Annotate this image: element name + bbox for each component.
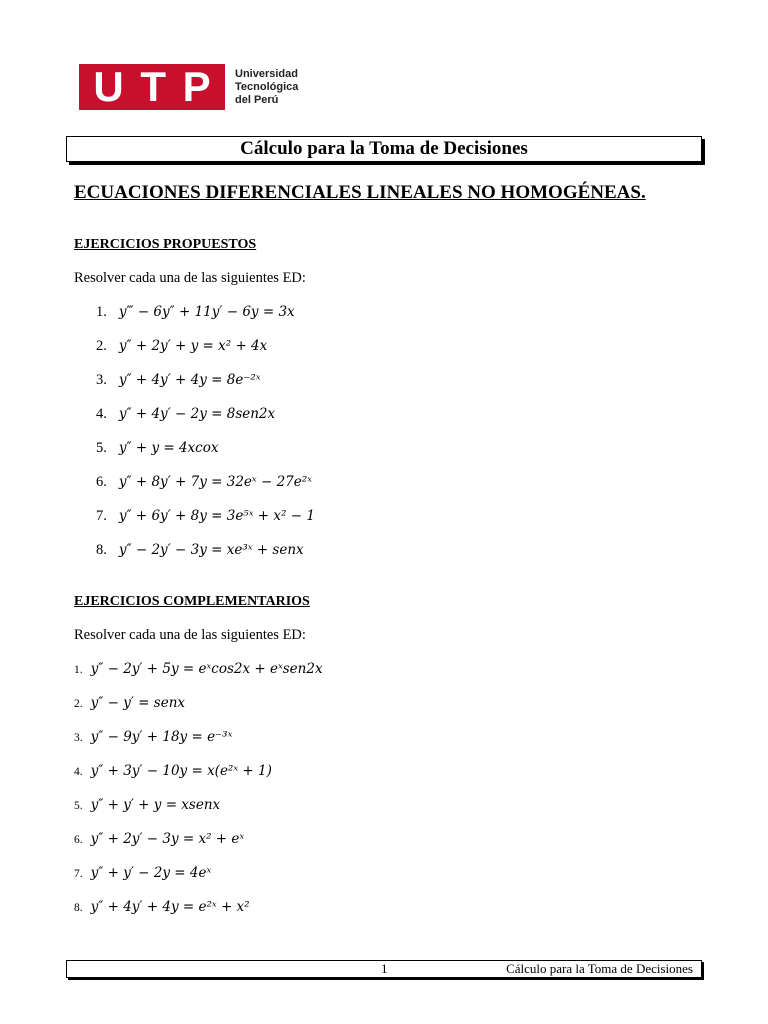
- list-item: [96, 440, 218, 457]
- list-item: [96, 508, 315, 525]
- item-number: 8.: [74, 902, 83, 914]
- list-item: [74, 729, 232, 745]
- section-intro-complementarios: Resolver cada una de las siguientes ED:: [74, 627, 306, 643]
- item-number: 4.: [96, 406, 107, 422]
- equation: y″ + 2y′ + y = x² + 4x: [118, 338, 268, 354]
- page-footer: [66, 960, 702, 978]
- section-intro-propuestos: Resolver cada una de las siguientes ED:: [74, 270, 306, 286]
- document-title: Cálculo para la Toma de Decisiones: [66, 136, 702, 162]
- equation: y″ + 6y′ + 8y = 3e⁵ˣ + x² − 1: [118, 508, 315, 524]
- list-item: [96, 542, 304, 559]
- equation: y‴ − 6y″ + 11y′ − 6y = 3x: [118, 304, 295, 320]
- equation: y″ − 2y′ − 3y = xe³ˣ + senx: [118, 542, 304, 558]
- item-number: 3.: [74, 732, 83, 744]
- equation: y″ − y′ = senx: [90, 695, 185, 711]
- page-number: 1: [381, 961, 388, 976]
- equation: y″ + 3y′ − 10y = x(e²ˣ + 1): [90, 763, 272, 779]
- equation: y″ + 2y′ − 3y = x² + eˣ: [90, 831, 245, 847]
- list-item: [74, 763, 272, 779]
- list-item: [96, 474, 312, 491]
- logo-letter-u: U: [93, 63, 124, 110]
- main-heading: ECUACIONES DIFERENCIALES LINEALES NO HOMOGÉNEAS.: [74, 182, 646, 203]
- item-number: 1.: [74, 664, 83, 676]
- item-number: 3.: [96, 372, 107, 388]
- utp-logo: [79, 64, 298, 110]
- equation: y″ + 4y′ + 4y = 8e⁻²ˣ: [118, 372, 261, 388]
- equation: y″ + 8y′ + 7y = 32eˣ − 27e²ˣ: [118, 474, 312, 490]
- logo-mark: [79, 64, 225, 110]
- item-number: 8.: [96, 542, 107, 558]
- equation: y″ + 4y′ − 2y = 8sen2x: [118, 406, 276, 422]
- item-number: 1.: [96, 304, 107, 320]
- section-title-propuestos: EJERCICIOS PROPUESTOS: [74, 237, 257, 252]
- section-title-complementarios: EJERCICIOS COMPLEMENTARIOS: [74, 594, 310, 609]
- equation: y″ − 2y′ + 5y = eˣcos2x + eˣsen2x: [90, 661, 323, 677]
- list-item: [74, 797, 220, 813]
- item-number: 4.: [74, 766, 83, 778]
- list-item: [74, 865, 211, 881]
- logo-line: Universidad: [235, 67, 298, 80]
- equation: y″ + y′ + y = xsenx: [90, 797, 221, 813]
- list-item: [74, 899, 250, 915]
- item-number: 5.: [96, 440, 107, 456]
- item-number: 5.: [74, 800, 83, 812]
- logo-line: del Perú: [235, 93, 279, 106]
- item-number: 6.: [74, 834, 83, 846]
- list-item: [96, 372, 261, 389]
- list-item: [96, 304, 295, 321]
- logo-letter-t: T: [140, 63, 166, 110]
- item-number: 2.: [96, 338, 107, 354]
- list-item: [74, 661, 323, 677]
- list-item: [74, 695, 185, 711]
- item-number: 7.: [74, 868, 83, 880]
- equation: y″ − 9y′ + 18y = e⁻³ˣ: [90, 729, 233, 745]
- item-number: 7.: [96, 508, 107, 524]
- equation: y″ + 4y′ + 4y = e²ˣ + x²: [90, 899, 250, 915]
- equation: y″ + y = 4xcox: [118, 440, 219, 456]
- logo-wordmark: [235, 68, 298, 107]
- footer-title: Cálculo para la Toma de Decisiones: [506, 961, 693, 976]
- logo-line: Tecnológica: [235, 80, 299, 93]
- item-number: 6.: [96, 474, 107, 490]
- list-item: [96, 406, 275, 423]
- equation: y″ + y′ − 2y = 4eˣ: [90, 865, 212, 881]
- list-item: [74, 831, 244, 847]
- item-number: 2.: [74, 698, 83, 710]
- logo-letter-p: P: [182, 63, 211, 110]
- list-item: [96, 338, 267, 355]
